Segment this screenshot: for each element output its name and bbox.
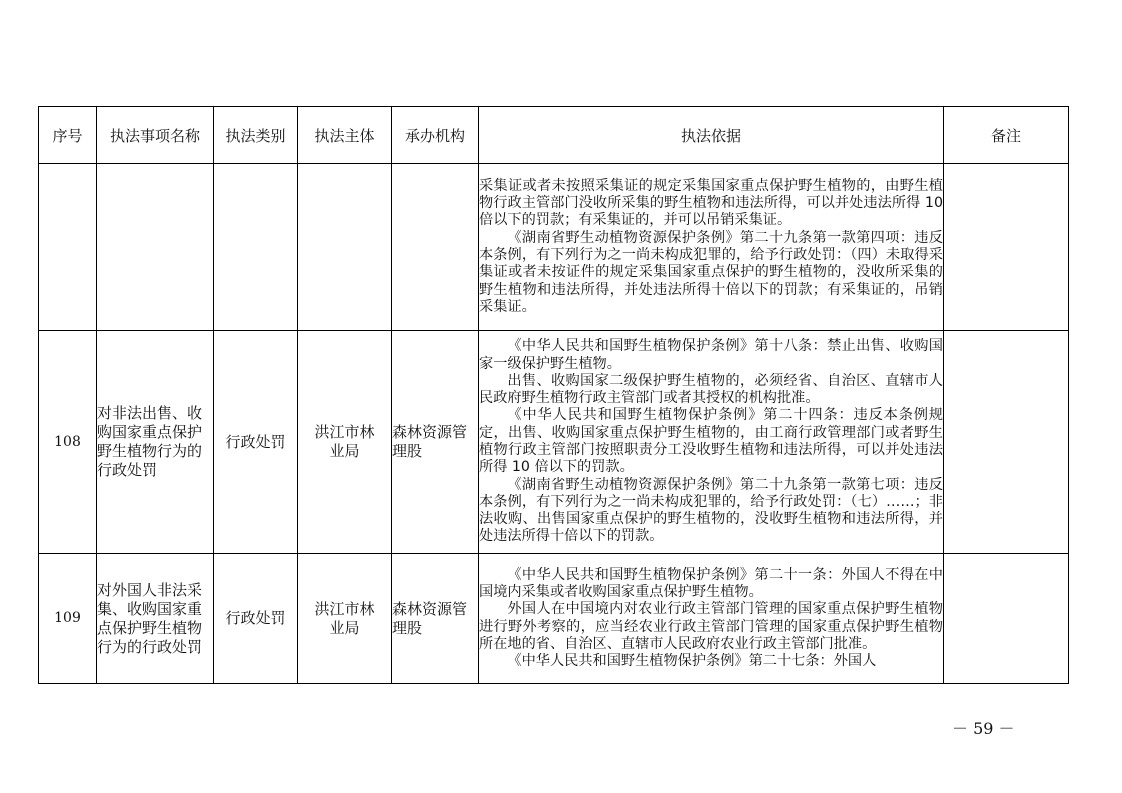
row-agency: 森林资源管理股: [392, 331, 479, 554]
basis-paragraph: 《中华人民共和国野生植物保护条例》第十八条：禁止出售、收购国家一级保护野生植物。: [479, 338, 943, 372]
basis-paragraph: 出售、收购国家二级保护野生植物的，必须经省、自治区、直辖市人民政府野生植物行政主管部门或者其授权的机构批准。: [479, 372, 943, 407]
row-remark: [944, 331, 1069, 554]
table-row: [39, 164, 1069, 331]
law-enforcement-table: [38, 106, 1069, 684]
basis-paragraph: 《湖南省野生动植物资源保护条例》第二十九条第一款第四项：违反本条例，有下列行为之一尚未构成犯罪的，给予行政处罚：（四）未取得采集证或者未按证件的规定采集国家重点保护的野生植物的，没收所采集的野生植物和违法所得，并处违法所得十倍以下的罚款；有采集证的，吊销采集证。: [479, 229, 943, 315]
header-basis: 执法依据: [479, 107, 944, 164]
row-basis: [479, 164, 944, 331]
basis-paragraph: 外国人在中国境内对农业行政主管部门管理的国家重点保护野生植物进行野外考察的，应当经农业行政主管部门管理的国家重点保护野生植物所在地的省、自治区、直辖市人民政府农业行政主管部门批准。: [479, 601, 943, 652]
row-remark: [944, 164, 1069, 331]
row-subject: 洪江市林业局: [298, 554, 392, 684]
row-agency: [392, 164, 479, 331]
row-basis: [479, 554, 944, 684]
row-agency: 森林资源管理股: [392, 554, 479, 684]
basis-paragraph: 《中华人民共和国野生植物保护条例》第二十一条：外国人不得在中国境内采集或者收购国家重点保护野生植物。: [479, 566, 943, 600]
header-agency: 承办机构: [392, 107, 479, 164]
row-category: [214, 164, 298, 331]
page-number: － 59 －: [952, 719, 1015, 738]
basis-paragraph: 《湖南省野生动植物资源保护条例》第二十九条第一款第七项：违反本条例，有下列行为之一尚未构成犯罪的，给予行政处罚：（七）……；非法收购、出售国家重点保护的野生植物的，没收野生植物和违法所得，并处违法所得十倍以下的罚款。: [479, 476, 943, 545]
header-item-name: 执法事项名称: [97, 107, 214, 164]
row-item-name: [97, 164, 214, 331]
header-remark: 备注: [944, 107, 1069, 164]
basis-paragraph: 《中华人民共和国野生植物保护条例》第二十七条：外国人: [507, 653, 877, 670]
row-category: 行政处罚: [214, 554, 298, 684]
header-subject: 执法主体: [298, 107, 392, 164]
row-item-name: 对外国人非法采集、收购国家重点保护野生植物行为的行政处罚: [97, 554, 214, 684]
row-category: 行政处罚: [214, 331, 298, 554]
table-row: [39, 554, 1069, 684]
basis-paragraph: 《中华人民共和国野生植物保护条例》第二十四条：违反本条例规定，出售、收购国家重点保护野生植物的，由工商行政管理部门或者野生植物行政主管部门按照职责分工没收野生植物和违法所得，可以并处违法所得 10 倍以下的罚款。: [479, 407, 943, 476]
table-row: [39, 331, 1069, 554]
row-index: 109: [39, 554, 97, 684]
row-subject: 洪江市林业局: [298, 331, 392, 554]
row-index: 108: [39, 331, 97, 554]
header-row: [39, 107, 1069, 164]
row-index: [39, 164, 97, 331]
row-remark: [944, 554, 1069, 684]
header-category: 执法类别: [214, 107, 298, 164]
row-item-name: 对非法出售、收购国家重点保护野生植物行为的行政处罚: [97, 331, 214, 554]
header-index: 序号: [39, 107, 97, 164]
row-basis: [479, 331, 944, 554]
basis-paragraph: 采集证或者未按照采集证的规定采集国家重点保护野生植物的，由野生植物行政主管部门没收所采集的野生植物和违法所得，可以并处违法所得 10 倍以下的罚款；有采集证的，并可以吊销采集证。: [479, 177, 943, 229]
row-subject: [298, 164, 392, 331]
